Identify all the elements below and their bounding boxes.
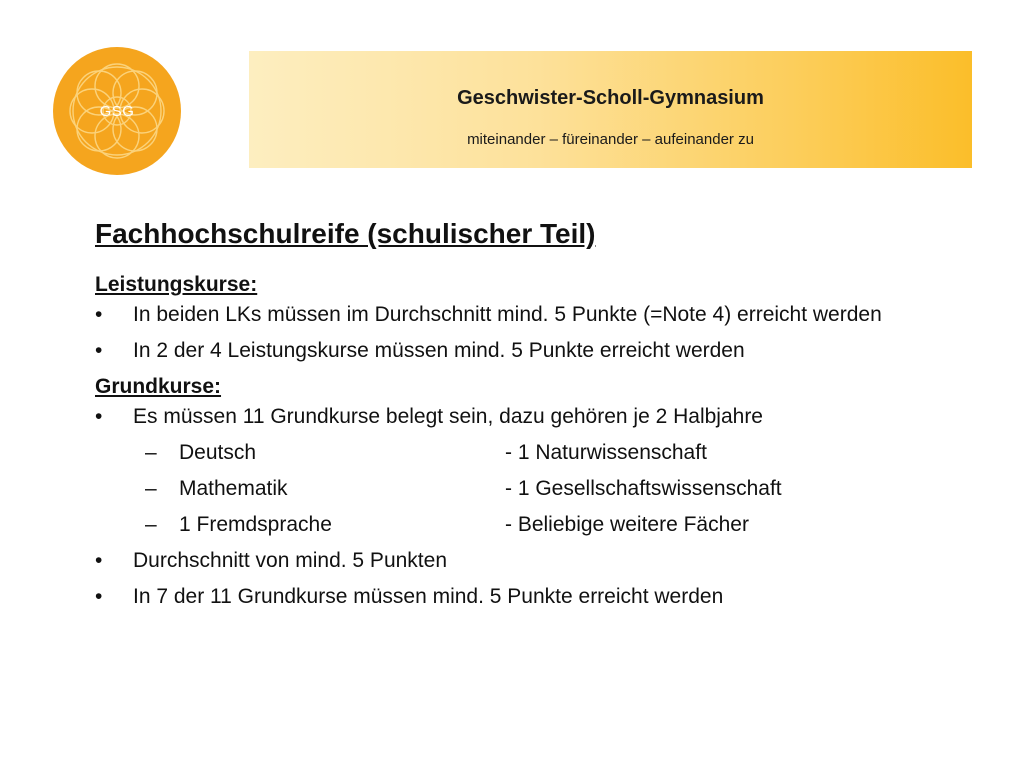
subject-left: Deutsch [179,441,257,464]
bullet-text: Es müssen 11 Grundkurse belegt sein, dazu gehören je 2 Halbjahre [133,405,763,428]
bullet-icon: • [95,303,103,326]
leistungskurse-list [95,300,975,366]
list-item [95,582,975,612]
leistungskurse-heading: Leistungskurse: [95,273,258,296]
bullet-text: In beiden LKs müssen im Durchschnitt mind. 5 Punkte (=Note 4) erreicht werden [133,303,882,326]
grundkurse-heading: Grundkurse: [95,375,222,398]
list-item [95,402,975,432]
subject-right: - 1 Gesellschaftswissenschaft [505,477,782,500]
slide-content [95,270,975,618]
list-item [95,546,975,576]
logo-text: GSG [99,102,135,120]
slide-title: Fachhochschulreife (schulischer Teil) [95,218,596,249]
school-logo [52,46,182,176]
subject-right: - 1 Naturwissenschaft [505,441,707,464]
bullet-text: In 7 der 11 Grundkurse müssen mind. 5 Punkte erreicht werden [133,585,724,608]
subject-left: Mathematik [179,477,288,500]
list-item [95,336,975,366]
bullet-text: In 2 der 4 Leistungskurse müssen mind. 5 Punkte erreicht werden [133,339,745,362]
subject-list [95,438,975,540]
subject-left: 1 Fremdsprache [179,513,332,536]
header-band [249,51,972,168]
dash-icon: – [145,441,157,464]
school-name: Geschwister-Scholl-Gymnasium [457,87,764,109]
school-motto: miteinander – füreinander – aufeinander zu [467,131,754,148]
subject-row [95,510,975,540]
bullet-text: Durchschnitt von mind. 5 Punkten [133,549,447,572]
dash-icon: – [145,513,157,536]
grundkurse-list-2 [95,546,975,612]
subject-right: - Beliebige weitere Fächer [505,513,749,536]
subject-row [95,438,975,468]
list-item [95,300,975,330]
bullet-icon: • [95,339,103,362]
bullet-icon: • [95,405,103,428]
bullet-icon: • [95,549,103,572]
grundkurse-list [95,402,975,432]
dash-icon: – [145,477,157,500]
subject-row [95,474,975,504]
bullet-icon: • [95,585,103,608]
